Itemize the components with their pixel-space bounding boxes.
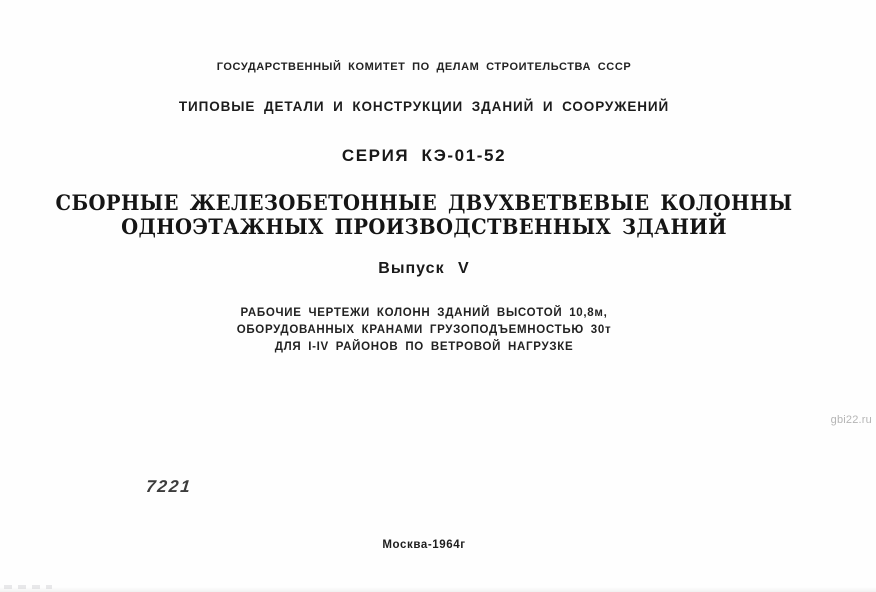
document-title (30, 191, 819, 239)
document-title-line2: ОДНОЭТАЖНЫХ ПРОИЗВОДСТВЕННЫХ ЗДАНИЙ (121, 214, 727, 239)
site-watermark: gbi22.ru (830, 414, 872, 426)
typical-details-heading: ТИПОВЫЕ ДЕТАЛИ И КОНСТРУКЦИИ ЗДАНИЙ И СООРУЖЕНИЙ (178, 99, 670, 114)
scan-edge-shadow (0, 587, 876, 592)
subtitle-line3: ДЛЯ I-IV РАЙОНОВ ПО ВЕТРОВОЙ НАГРУЗКЕ (274, 341, 574, 353)
issue-number: Выпуск V (378, 260, 470, 277)
imprint-city-year: Москва-1964г (382, 539, 466, 551)
subtitle-line1: РАБОЧИЕ ЧЕРТЕЖИ КОЛОНН ЗДАНИЙ ВЫСОТОЙ 10,8м, (240, 307, 608, 319)
handwritten-inventory-number: 7221 (145, 477, 193, 496)
subtitle-line2: ОБОРУДОВАННЫХ КРАНАМИ ГРУЗОПОДЪЕМНОСТЬЮ 30т (236, 324, 612, 336)
committee-name-line: ГОСУДАРСТВЕННЫЙ КОМИТЕТ ПО ДЕЛАМ СТРОИТЕЛЬСТВА СССР (216, 61, 632, 73)
document-title-line1: СБОРНЫЕ ЖЕЛЕЗОБЕТОННЫЕ ДВУХВЕТВЕВЫЕ КОЛОННЫ (55, 190, 793, 215)
subtitle-block (0, 305, 848, 356)
series-number: СЕРИЯ КЭ-01-52 (341, 146, 507, 165)
